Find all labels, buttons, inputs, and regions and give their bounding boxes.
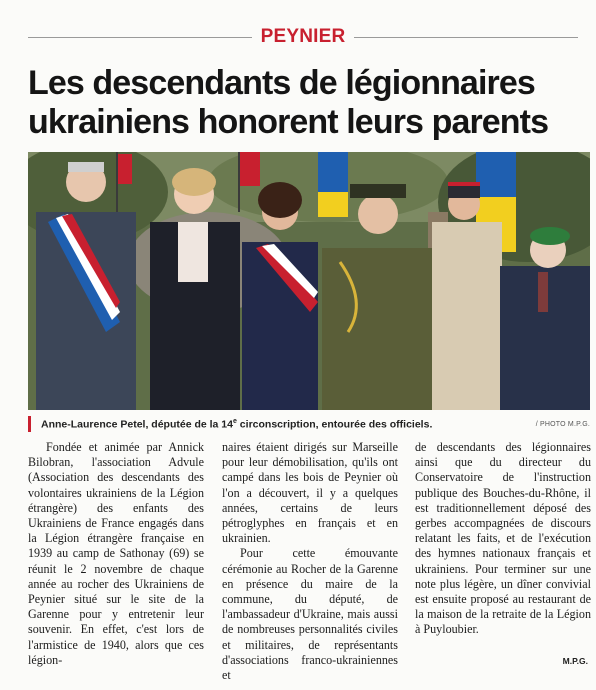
section-label: PEYNIER xyxy=(260,26,346,47)
article-photo xyxy=(28,152,590,410)
paragraph: Fondée et animée par Annick Bilobran, l'association Advule (Association des descendants des volontaires ukrainiens de la Légion étrangère) des enfants des Ukrainiens de France engagés dans la Légion étrangère française en 1939 au camp de Sathonay (69) se réunit le 2 novembre de chaque année au rocher des Ukrainiens de Peynier situé sur le site de la Garenne pour y entretenir leur souvenir. En effet, c'est lors de l'armistice de 1940, alors que ces légion- xyxy=(28,440,204,667)
paragraph: de descendants des légionnaires ainsi que du directeur du Conservatoire de l'instruction publique des Bouches-du-Rhône, il est traditionnellement déposé des gerbes accompagnées de discours relatant les faits, et de l'exécution des hymnes nationaux français et ukrainiens. Pour terminer sur une note plus légère, un dîner convivial est ensuite proposé au restaurant de la maison de la retraite de la Légion à Puyloubier. xyxy=(415,440,591,637)
author-signature: M.P.G. xyxy=(562,656,588,666)
paragraph: Pour cette émouvante cérémonie au Rocher de la Garenne en présence du maire de la commune, du député, de l'ambassadeur d'Ukraine, mais aussi de nombreuses personnalités civiles et militaires, de représentants d'associations franco-ukrainiennes et xyxy=(222,546,398,683)
section-rule-left xyxy=(28,37,252,38)
article-column-1 xyxy=(28,440,204,668)
caption-text-rest: circonscription, entourée des officiels. xyxy=(236,418,433,431)
article-column-3 xyxy=(415,440,591,638)
photo-caption xyxy=(41,418,536,431)
ceremony-photo-illustration xyxy=(28,152,590,410)
photo-credit: / PHOTO M.P.G. xyxy=(535,420,590,428)
section-rule-right xyxy=(354,37,578,38)
section-header xyxy=(28,26,578,48)
photo-caption-row xyxy=(28,416,590,432)
article-column-2 xyxy=(222,440,398,683)
caption-superscript: e xyxy=(232,417,237,425)
paragraph: naires étaient dirigés sur Marseille pour leur démobilisation, qu'ils ont campé dans les bois de Peynier où l'on a découvert, il y a quelques années, certains de leurs pétroglyphes en français et en ukrainien. xyxy=(222,440,398,546)
caption-text: Anne-Laurence Petel, députée de la 14 xyxy=(41,418,233,431)
caption-accent-bar xyxy=(28,416,31,432)
article-headline: Les descendants de légionnaires ukrainiens honorent leurs parents xyxy=(28,64,549,141)
